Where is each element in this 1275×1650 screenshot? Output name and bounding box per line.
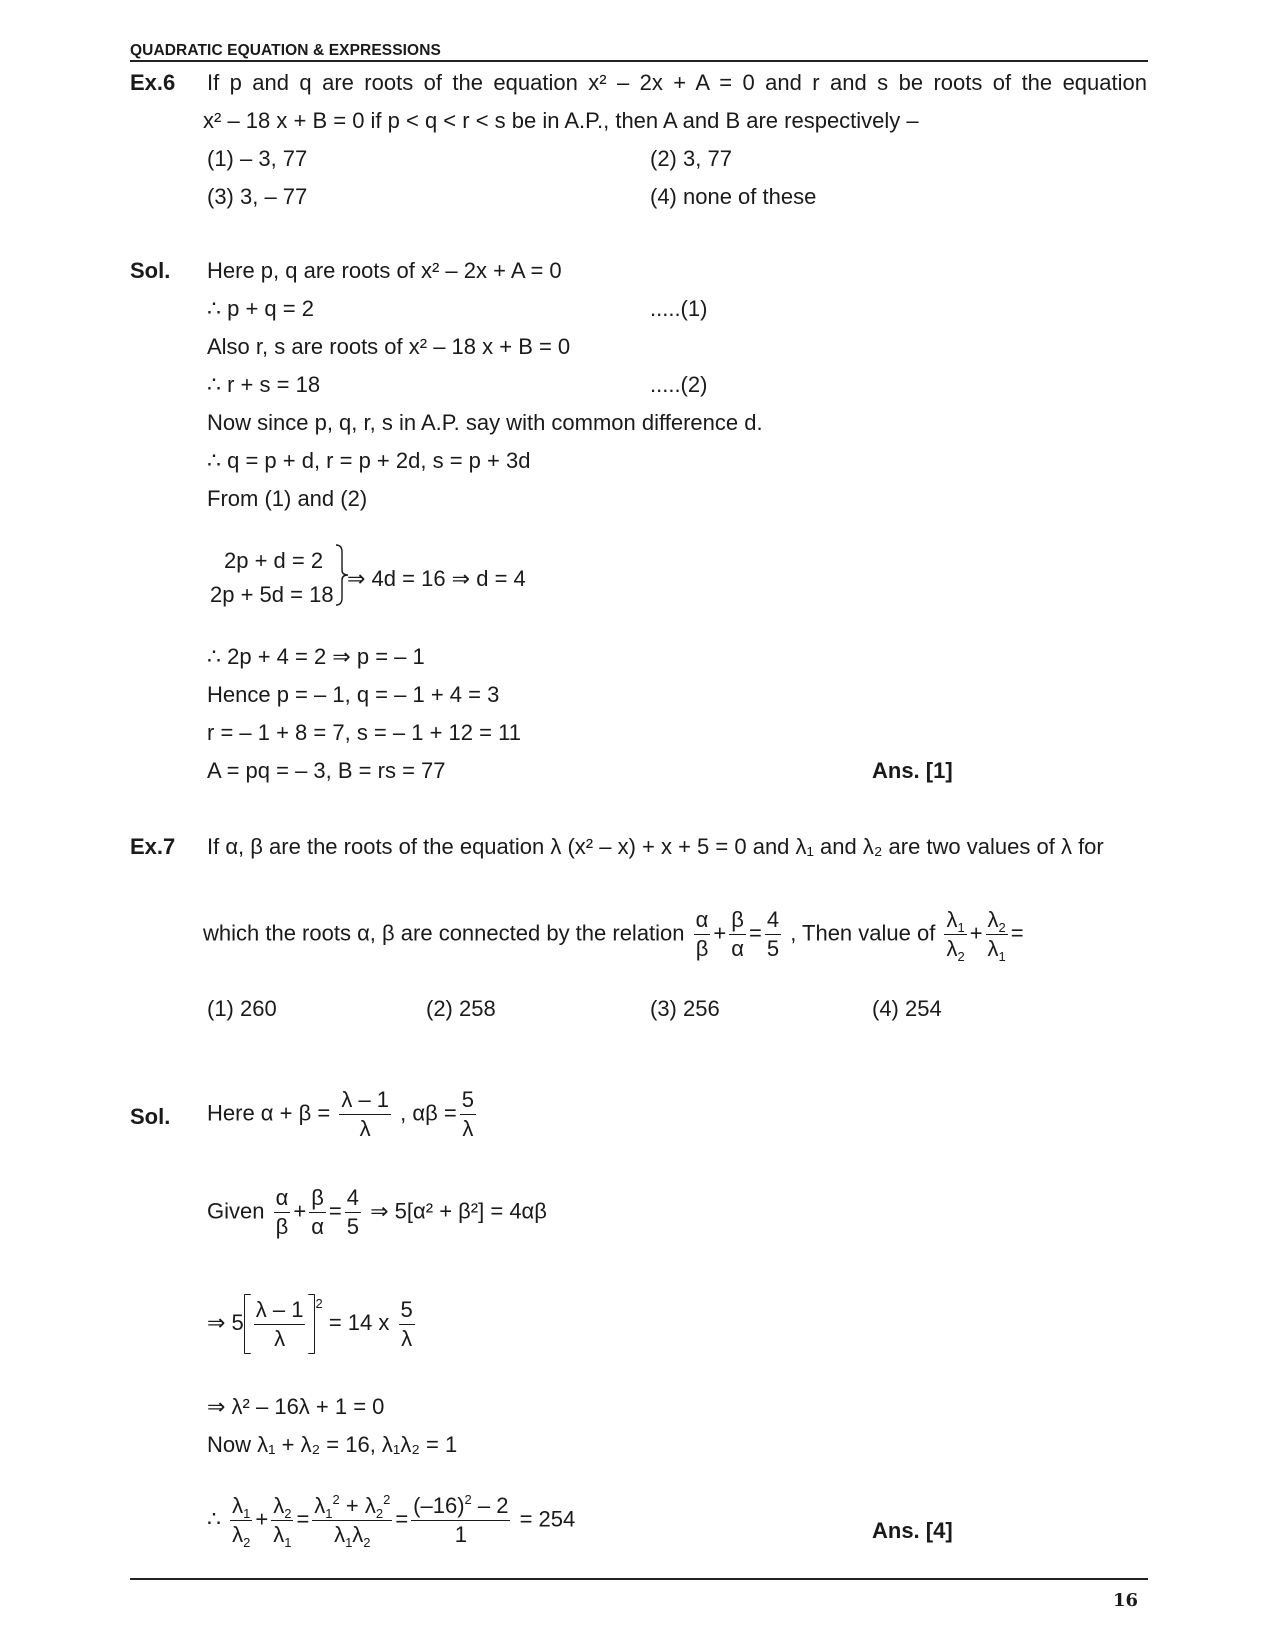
ex7-option-1: (1) 260: [207, 996, 277, 1021]
sol7-line2-text-a: Given: [207, 1198, 265, 1224]
beta-over-alpha-fraction: $\frac{\beta}{\alpha}$: [731, 907, 744, 961]
sol6-line5: Now since p, q, r, s in A.P. say with common difference d.: [207, 410, 763, 435]
ex7-label: Ex.7: [130, 834, 176, 859]
running-header: QUADRATIC EQUATION & EXPRESSIONS: [130, 42, 441, 59]
header-rule: [130, 60, 1148, 62]
numeric-fraction: $\frac{(-16)^2 - 2}{1}$: [413, 1492, 509, 1547]
ex7-question-line2-text-b: , Then value of: [790, 920, 936, 946]
sol7-label: Sol.: [130, 1104, 171, 1129]
sol6-tag1: .....(1): [650, 296, 708, 321]
sol6-line4: ∴ r + s = 18: [207, 372, 321, 397]
sol6-label: Sol.: [130, 258, 171, 283]
ex6-label: Ex.6: [130, 70, 176, 95]
sol6-line9: Hence p = – 1, q = – 1 + 4 = 3: [207, 682, 500, 707]
ex7-question-line2: which the roots α, β are connected by the relation $\frac{\alpha}{\beta}$ + $\frac{\beta}{\alpha}$ = $\frac{4}{5}$ , Then value of $\frac{\lambda_1}{\lambda_2}$ + $\frac{\lambda_2}{\lambda_1}$ =: [203, 907, 1024, 964]
lambda2-over-lambda1-fraction: $\frac{\lambda_2}{\lambda_1}$: [273, 1493, 292, 1550]
sol6-answer: Ans. [1]: [872, 758, 953, 783]
sol7-line2: Given $\frac{\alpha}{\beta}$ + $\frac{\beta}{\alpha}$ = $\frac{4}{5}$ ⇒ 5[α² + β²] = 4αβ: [207, 1185, 547, 1239]
sol7-line6: ∴ $\frac{\lambda_1}{\lambda_2}$ + $\frac{\lambda_2}{\lambda_1}$ = $\frac{\lambda_1^2 + \lambda_2^2}{\lambda_1\lambda_2}$ = $\frac{(-16)^2 - 2}{1}$ = 254: [207, 1492, 576, 1550]
ex6-option-3: (3) 3, – 77: [207, 184, 308, 209]
sol6-line11: A = pq = – 3, B = rs = 77: [207, 758, 446, 783]
sol7-line4: ⇒ λ² – 16λ + 1 = 0: [207, 1394, 385, 1419]
sum-of-squares-fraction: $\frac{\lambda_1^2 + \lambda_2^2}{\lambda_1\lambda_2}$: [314, 1492, 391, 1550]
ex7-option-2: (2) 258: [426, 996, 496, 1021]
lambda-minus-one-over-lambda-fraction: $\frac{\lambda - 1}{\lambda}$: [255, 1296, 304, 1351]
sol6-system-result: ⇒ 4d = 16 ⇒ d = 4: [347, 566, 526, 591]
four-fifths-fraction: $\frac{4}{5}$: [766, 907, 780, 961]
sol7-line1: [207, 1086, 479, 1143]
sol6-line7: From (1) and (2): [207, 486, 368, 511]
sol7-answer: Ans. [4]: [872, 1518, 953, 1543]
ex6-question-line2: x² – 18 x + B = 0 if p < q < r < s be in A.P., then A and B are respectively –: [203, 108, 919, 133]
lambda1-over-lambda2-fraction: $\frac{\lambda_1}{\lambda_2}$: [232, 1493, 251, 1550]
sol7-line1-text-a: Here α + β =: [207, 1100, 331, 1126]
alpha-over-beta-fraction: $\frac{\alpha}{\beta}$: [695, 907, 709, 961]
ex6-option-4: (4) none of these: [650, 184, 817, 209]
page-number: 16: [1113, 1590, 1139, 1611]
system-equation-2: 2p + 5d = 18: [210, 582, 334, 607]
ex7-option-4: (4) 254: [872, 996, 942, 1021]
sol6-tag2: .....(2): [650, 372, 708, 397]
sol6-line3: Also r, s are roots of x² – 18 x + B = 0: [207, 334, 571, 359]
sol7-line1-text-b: , αβ =: [400, 1100, 457, 1126]
sol7-line3-text: = 14 x: [328, 1309, 390, 1335]
lambda1-over-lambda2-fraction: $\frac{\lambda_1}{\lambda_2}$: [946, 907, 965, 964]
sol6-line6: ∴ q = p + d, r = p + 2d, s = p + 3d: [207, 448, 531, 473]
footer-rule: [130, 1578, 1148, 1580]
sol6-line1: Here p, q are roots of x² – 2x + A = 0: [207, 258, 562, 283]
ex7-question-line1: If α, β are the roots of the equation λ (x² – x) + x + 5 = 0 and λ₁ and λ₂ are two values of λ for: [207, 834, 1104, 859]
four-fifths-fraction: $\frac{4}{5}$: [346, 1185, 360, 1239]
alpha-over-beta-fraction: $\frac{\alpha}{\beta}$: [275, 1185, 289, 1239]
ex6-option-2: (2) 3, 77: [650, 146, 732, 171]
ex7-question-line2-text: which the roots α, β are connected by the relation: [203, 920, 685, 946]
sol6-line10: r = – 1 + 8 = 7, s = – 1 + 12 = 11: [207, 720, 521, 745]
sol7-line6-result: = 254: [519, 1506, 576, 1532]
lambda-minus-one-over-lambda-fraction: $\frac{\lambda - 1}{\lambda}$: [341, 1087, 390, 1141]
left-bracket-icon: [244, 1294, 251, 1354]
sol6-line8: ∴ 2p + 4 = 2 ⇒ p = – 1: [207, 644, 425, 669]
five-over-lambda-fraction: $\frac{5}{\lambda}$: [400, 1296, 413, 1351]
sol7-line3: ⇒ 5 $\frac{\lambda - 1}{\lambda}$ $^2$ = 14 x $\frac{5}{\lambda}$: [207, 1294, 418, 1354]
ex7-option-3: (3) 256: [650, 996, 720, 1021]
sol7-line5: Now λ₁ + λ₂ = 16, λ₁λ₂ = 1: [207, 1432, 458, 1457]
sol6-line2: ∴ p + q = 2: [207, 296, 314, 321]
system-equation-1: 2p + d = 2: [224, 548, 324, 573]
ex6-option-1: (1) – 3, 77: [207, 146, 308, 171]
ex6-question-line1: If p and q are roots of the equation x² – 2x + A = 0 and r and s be roots of the equation: [207, 70, 1147, 95]
lambda2-over-lambda1-fraction: $\frac{\lambda_2}{\lambda_1}$: [987, 907, 1006, 964]
five-over-lambda-fraction: $\frac{5}{\lambda}$: [461, 1087, 474, 1141]
beta-over-alpha-fraction: $\frac{\beta}{\alpha}$: [311, 1185, 324, 1239]
sol7-line2-text-b: ⇒ 5[α² + β²] = 4αβ: [370, 1198, 547, 1224]
